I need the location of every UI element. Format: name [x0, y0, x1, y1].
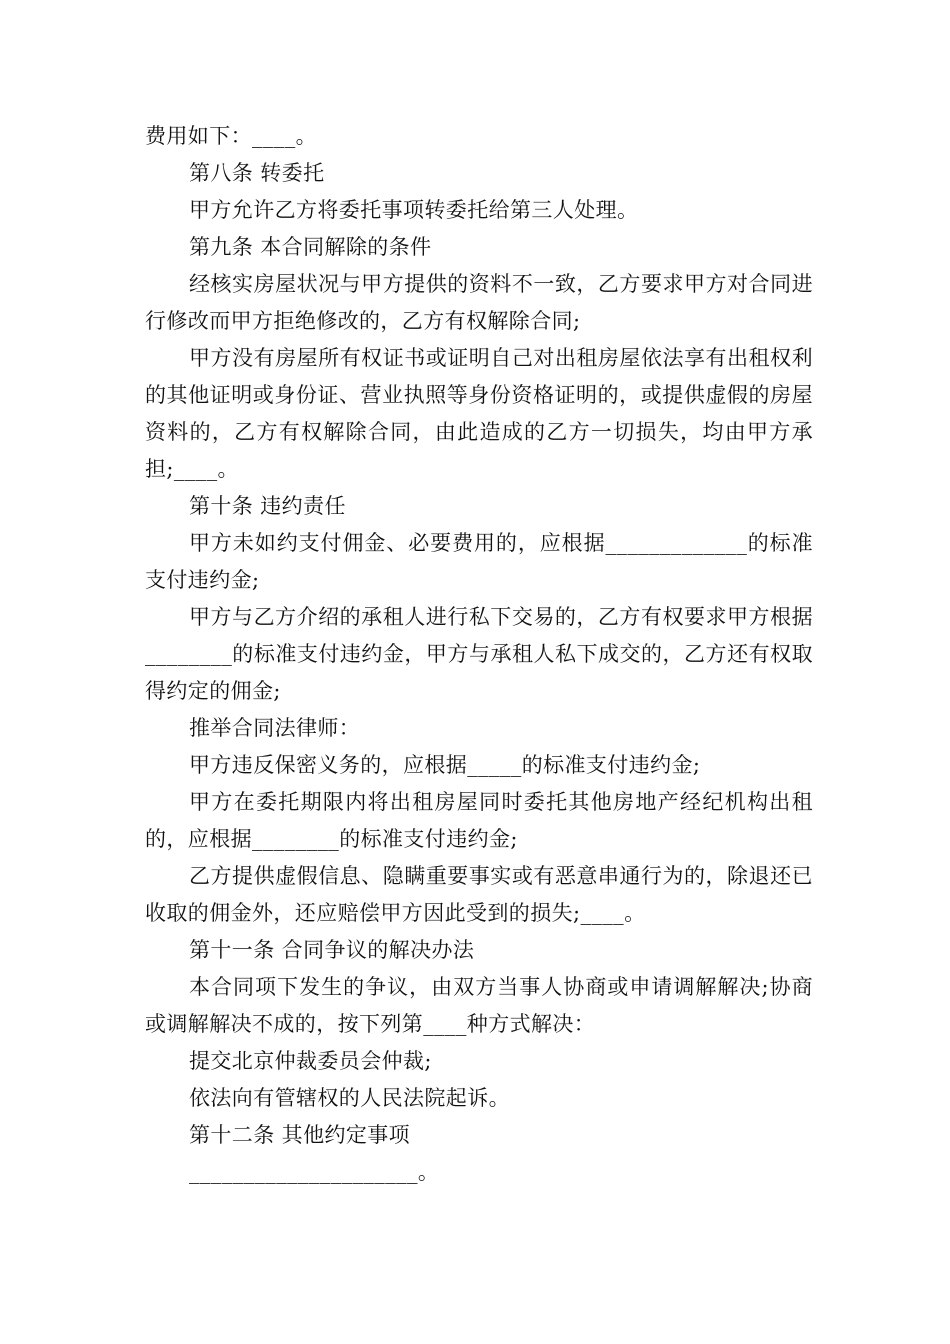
- paragraph-article-9-item-1: 经核实房屋状况与甲方提供的资料不一致，乙方要求甲方对合同进行修改而甲方拒绝修改的，乙方有权解除合同;: [145, 272, 813, 333]
- paragraph-article-10-item-2: 甲方与乙方介绍的承租人进行私下交易的，乙方有权要求甲方根据________的标准支付违约金，甲方与承租人私下成交的，乙方还有权取得约定的佣金;: [145, 605, 813, 703]
- heading-article-11: 第十一条 合同争议的解决办法: [189, 938, 475, 962]
- paragraph-article-11-body: 本合同项下发生的争议，由双方当事人协商或申请调解解决;协商或调解解决不成的，按下列第____种方式解决：: [145, 975, 813, 1036]
- paragraph-article-11-option-2: 依法向有管辖权的人民法院起诉。: [189, 1086, 510, 1110]
- paragraph-article-9-item-2: 甲方没有房屋所有权证书或证明自己对出租房屋依法享有出租权利的其他证明或身份证、营业执照等身份资格证明的，或提供虚假的房屋资料的，乙方有权解除合同，由此造成的乙方一切损失，均由甲方承担;____。: [145, 346, 813, 481]
- paragraph-article-10-item-4: 甲方在委托期限内将出租房屋同时委托其他房地产经纪机构出租的，应根据________的标准支付违约金;: [145, 790, 813, 851]
- paragraph-article-8-body: 甲方允许乙方将委托事项转委托给第三人处理。: [189, 198, 639, 222]
- document-page: [145, 118, 813, 1191]
- paragraph-article-10-item-1: 甲方未如约支付佣金、必要费用的，应根据_____________的标准支付违约金;: [145, 531, 813, 592]
- heading-article-10: 第十条 违约责任: [189, 494, 346, 518]
- heading-article-8: 第八条 转委托: [189, 161, 325, 185]
- paragraph-article-12-blank: _____________________。: [189, 1160, 440, 1184]
- paragraph-article-11-option-1: 提交北京仲裁委员会仲裁;: [189, 1049, 432, 1073]
- paragraph-fee-continuation: 费用如下：____。: [145, 124, 317, 148]
- paragraph-article-10-item-5: 乙方提供虚假信息、隐瞒重要事实或有恶意串通行为的，除退还已收取的佣金外，还应赔偿甲方因此受到的损失;____。: [145, 864, 813, 925]
- heading-article-9: 第九条 本合同解除的条件: [189, 235, 432, 259]
- paragraph-recommend-lawyer: 推举合同法律师：: [189, 716, 361, 740]
- paragraph-article-10-item-3: 甲方违反保密义务的，应根据_____的标准支付违约金;: [189, 753, 701, 777]
- heading-article-12: 第十二条 其他约定事项: [189, 1123, 411, 1147]
